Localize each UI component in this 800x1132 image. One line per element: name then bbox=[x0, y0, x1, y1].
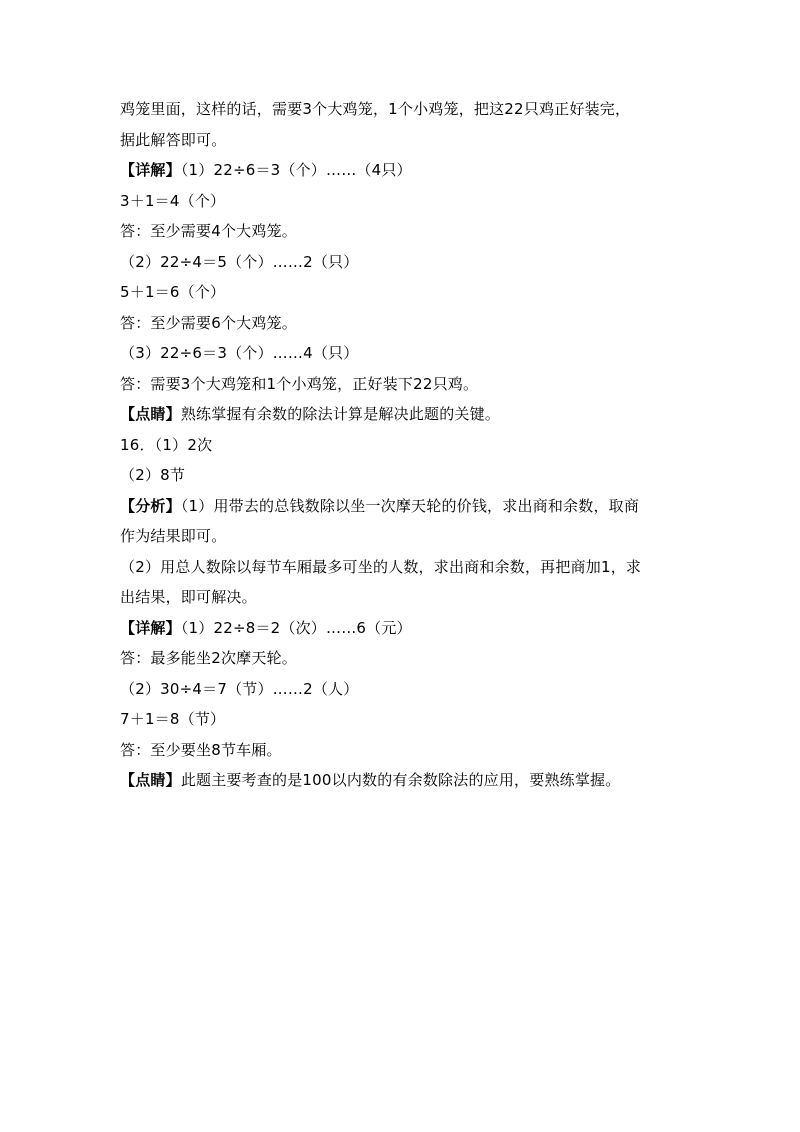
point-line: 【点睛】熟练掌握有余数的除法计算是解决此题的关键。 bbox=[120, 405, 501, 423]
point-line: 【点睛】此题主要考查的是100以内数的有余数除法的应用，要熟练掌握。 bbox=[120, 771, 621, 789]
point-label: 【点睛】 bbox=[120, 771, 181, 789]
answer-line: 答：需要3个大鸡笼和1个小鸡笼，正好装下22只鸡。 bbox=[120, 374, 479, 393]
answer-line: 答：至少需要6个大鸡笼。 bbox=[120, 313, 297, 332]
detail-line: 【详解】（1）22÷6＝3（个）……（4只） bbox=[120, 161, 412, 179]
answer-line: 答：至少需要4个大鸡笼。 bbox=[120, 222, 297, 240]
text-line: 据此解答即可。 bbox=[120, 130, 227, 149]
detail-label: 【详解】 bbox=[120, 618, 181, 637]
analysis-label: 【分析】 bbox=[120, 496, 181, 515]
answer-line: 答：至少要坐8节车厢。 bbox=[120, 740, 282, 759]
text-line: 7＋1＝8（节） bbox=[120, 710, 226, 728]
text-line: （3）22÷6＝3（个）……4（只） bbox=[120, 344, 359, 362]
question-number-line: 16．（1）2次 bbox=[120, 435, 213, 454]
analysis-line: 【分析】（1）用带去的总钱数除以坐一次摩天轮的价钱，求出商和余数，取商 bbox=[120, 496, 640, 515]
text-line: 鸡笼里面，这样的话，需要3个大鸡笼，1个小鸡笼，把这22只鸡正好装完， bbox=[120, 100, 631, 118]
answer-line: 答：最多能坐2次摩天轮。 bbox=[120, 649, 297, 667]
solution-text bbox=[120, 94, 690, 796]
detail-label: 【详解】 bbox=[120, 161, 181, 179]
text-line: 出结果，即可解决。 bbox=[120, 588, 257, 606]
text-line: （2）用总人数除以每节车厢最多可坐的人数，求出商和余数，再把商加1，求 bbox=[120, 557, 642, 576]
point-label: 【点睛】 bbox=[120, 405, 181, 423]
text-line: 3＋1＝4（个） bbox=[120, 191, 226, 210]
detail-line: 【详解】（1）22÷8＝2（次）……6（元） bbox=[120, 618, 412, 637]
text-line: （2）22÷4＝5（个）……2（只） bbox=[120, 252, 359, 271]
text-line: （2）30÷4＝7（节）……2（人） bbox=[120, 679, 359, 698]
text-line: （2）8节 bbox=[120, 466, 186, 484]
text-line: 作为结果即可。 bbox=[120, 527, 227, 545]
text-line: 5＋1＝6（个） bbox=[120, 283, 226, 301]
